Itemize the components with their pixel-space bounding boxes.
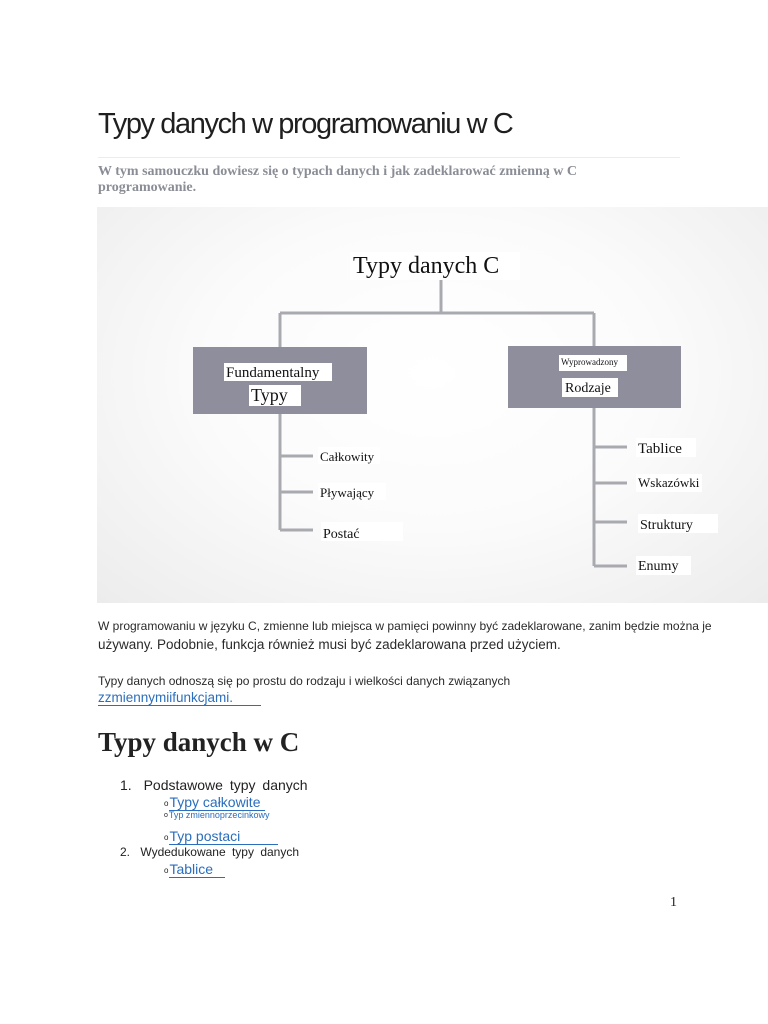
right-item-3: Struktury: [640, 518, 693, 533]
page-title: Typy danych w programowaniu w C: [98, 108, 513, 140]
paragraph-2-line-2: [98, 690, 261, 706]
link-typ-postaci[interactable]: Typ postaci: [169, 828, 278, 845]
paragraph-1-line-1: W programowaniu w języku C, zmienne lub miejsca w pamięci powinny być zadeklarowane, zanim będzie można je: [98, 619, 712, 633]
title-divider: [98, 157, 680, 158]
paragraph-2-line-1: Typy danych odnoszą się po prostu do rodzaju i wielkości danych związanych: [98, 674, 511, 688]
sublist-item-arrays[interactable]: [164, 861, 225, 878]
bullet-icon: o: [164, 812, 168, 820]
list-item-2-number: 2.: [120, 845, 131, 859]
list-item-2: [120, 845, 299, 859]
paragraph-1-line-2: używany. Podobnie, funkcja również musi być zadeklarowana przed użyciem.: [98, 637, 561, 652]
right-item-1: Tablice: [638, 441, 682, 457]
variables-functions-link[interactable]: zzmiennymiifunkcjami.: [98, 690, 261, 706]
link-typ-zmiennoprzecinkowy[interactable]: Typ zmiennoprzecinkowy: [168, 810, 270, 820]
bullet-icon: o: [164, 798, 169, 808]
right-box-line2: Rodzaje: [565, 381, 611, 396]
right-box-line1: Wyprowadzony: [561, 357, 618, 367]
left-box-line1: Fundamentalny: [226, 365, 320, 381]
sublist-item-char[interactable]: [164, 828, 278, 845]
list-item-1-number: 1.: [120, 777, 132, 793]
left-box-line2: Typy: [251, 385, 288, 405]
link-typy-calkowite[interactable]: Typy całkowite: [169, 794, 264, 811]
left-item-2: Pływający: [320, 485, 375, 500]
lead-paragraph: W tym samouczku dowiesz się o typach danych i jak zadeklarować zmienną w C programowanie.: [98, 164, 577, 195]
bullet-icon: o: [164, 865, 169, 875]
right-item-2: Wskazówki: [638, 475, 700, 490]
left-item-3: Postać: [323, 527, 360, 542]
right-item-4: Enumy: [638, 559, 679, 574]
list-item-2-text: Wydedukowane typy danych: [140, 845, 300, 859]
section-heading: Typy danych w C: [98, 727, 300, 757]
data-types-diagram: [97, 207, 768, 603]
sublist-item-float[interactable]: [164, 810, 269, 820]
list-item-1-text: Podstawowe typy danych: [143, 777, 308, 793]
bullet-icon: o: [164, 832, 169, 842]
list-item-1: [120, 777, 308, 793]
page-number: 1: [670, 895, 677, 910]
link-tablice[interactable]: Tablice: [169, 861, 225, 878]
diagram-svg: [97, 207, 768, 603]
diagram-root-label: Typy danych C: [353, 253, 500, 279]
left-item-1: Całkowity: [320, 449, 375, 464]
sublist-item-int[interactable]: [164, 794, 265, 811]
